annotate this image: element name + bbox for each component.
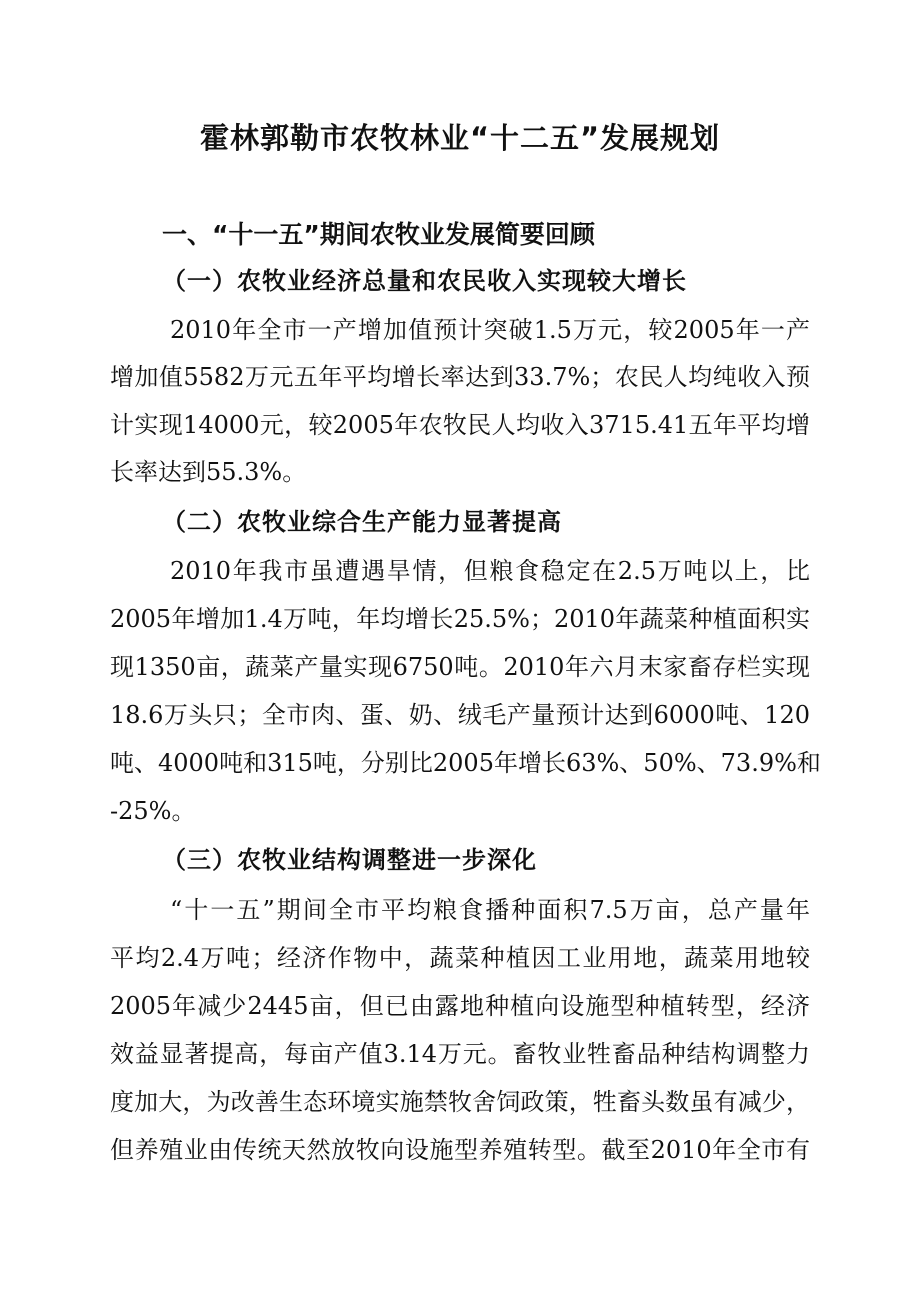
paragraph-line: 长率达到55.3%。 bbox=[110, 458, 307, 486]
subsection-heading-production-capacity: （二）农牧业综合生产能力显著提高 bbox=[162, 508, 562, 536]
paragraph-line: 现1350亩，蔬菜产量实现6750吨。2010年六月末家畜存栏实现 bbox=[110, 653, 810, 681]
section-heading-review: 一、“十一五”期间农牧业发展简要回顾 bbox=[162, 220, 595, 249]
paragraph-line: 但养殖业由传统天然放牧向设施型养殖转型。截至2010年全市有 bbox=[110, 1136, 810, 1164]
paragraph-line: “十一五”期间全市平均粮食播种面积7.5万亩，总产量年 bbox=[170, 896, 810, 924]
subsection-heading-structure-adjustment: （三）农牧业结构调整进一步深化 bbox=[162, 846, 537, 874]
paragraph-line: 平均2.4万吨；经济作物中，蔬菜种植因工业用地，蔬菜用地较 bbox=[110, 944, 810, 972]
paragraph-line: 2010年我市虽遭遇旱情，但粮食稳定在2.5万吨以上，比 bbox=[170, 557, 810, 585]
paragraph-line: 增加值5582万元五年平均增长率达到33.7%；农民人均纯收入预 bbox=[110, 363, 810, 391]
paragraph-line: 18.6万头只；全市肉、蛋、奶、绒毛产量预计达到6000吨、120 bbox=[110, 701, 810, 729]
paragraph-line: 计实现14000元，较2005年农牧民人均收入3715.41五年平均增 bbox=[110, 411, 810, 439]
paragraph-line: 2005年减少2445亩，但已由露地种植向设施型种植转型，经济 bbox=[110, 992, 810, 1020]
paragraph-line: 吨、4000吨和315吨，分别比2005年增长63%、50%、73.9%和 bbox=[110, 749, 821, 777]
paragraph-line: 2005年增加1.4万吨，年均增长25.5%；2010年蔬菜种植面积实 bbox=[110, 605, 810, 633]
paragraph-line: 度加大，为改善生态环境实施禁牧舍饲政策，牲畜头数虽有减少， bbox=[110, 1088, 810, 1116]
document-title: 霍林郭勒市农牧林业“十二五”发展规划 bbox=[199, 121, 721, 155]
paragraph-line: 效益显著提高，每亩产值3.14万元。畜牧业牲畜品种结构调整力 bbox=[110, 1040, 810, 1068]
subsection-heading-economy-income: （一）农牧业经济总量和农民收入实现较大增长 bbox=[162, 267, 687, 295]
paragraph-line: -25%。 bbox=[110, 797, 196, 825]
paragraph-line: 2010年全市一产增加值预计突破1.5万元，较2005年一产 bbox=[170, 316, 810, 344]
